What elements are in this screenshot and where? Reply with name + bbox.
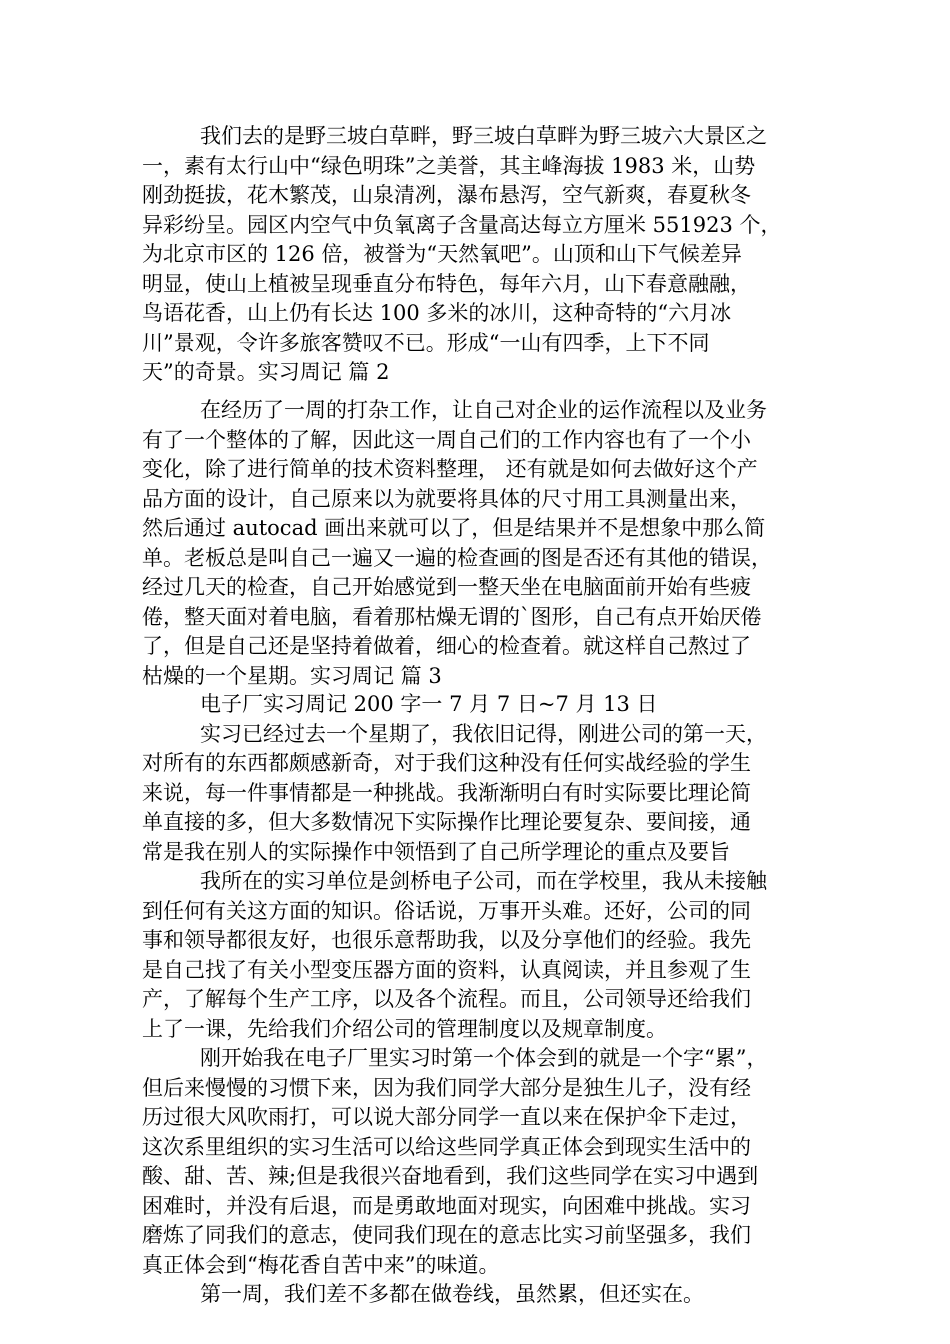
text-line: 来说，每一件事情都是一种挑战。我渐渐明白有时实际要比理论简 xyxy=(142,780,751,805)
text-line: 实习已经过去一个星期了，我依旧记得，刚进公司的第一天， xyxy=(200,721,767,746)
text-line: 上了一课，先给我们介绍公司的管理制度以及规章制度。 xyxy=(142,1016,667,1041)
section-1-paragraph xyxy=(142,122,822,388)
text-line: 真正体会到“梅花香自苦中来”的味道。 xyxy=(142,1252,500,1277)
text-line: 品方面的设计，自己原来以为就要将具体的尺寸用工具测量出来， xyxy=(142,486,751,511)
paragraph-2 xyxy=(142,867,822,1044)
text-line: 困难时，并没有后退，而是勇敢地面对现实，向困难中挑战。实习 xyxy=(142,1193,751,1218)
section-heading: 电子厂实习周记 200 字一 7 月 7 日~7 月 13 日 xyxy=(200,692,658,716)
text-line: 川”景观，令许多旅客赞叹不已。形成“一山有四季，上下不同 xyxy=(142,330,710,355)
text-line: 刚开始我在电子厂里实习时第一个体会到的就是一个字“累”， xyxy=(200,1046,768,1070)
text-line: 我所在的实习单位是剑桥电子公司，而在学校里，我从未接触 xyxy=(200,869,767,893)
text-line: 了，但是自己还是坚持着做着，细心的检查着。就这样自己熬过了 xyxy=(142,634,751,658)
text-line: 刚劲挺拔，花木繁茂，山泉清冽，瀑布悬泻，空气新爽，春夏秋冬 xyxy=(142,183,751,207)
text-line: 为北京市区的 126 倍，被誉为“天然氧吧”。山顶和山下气候差异 xyxy=(142,242,742,266)
text-line: 是自己找了有关小型变压器方面的资料，认真阅读，并且参观了生 xyxy=(142,957,751,982)
text-line: 变化，除了进行简单的技术资料整理， 还有就是如何去做好这个产 xyxy=(142,457,758,481)
text-line: 然后通过 autocad 画出来就可以了，但是结果并不是想象中那么简 xyxy=(142,516,766,540)
text-line: 常是我在别人的实际操作中领悟到了自己所学理论的重点及要旨 xyxy=(142,839,730,864)
text-line: 酸、甜、苦、辣;但是我很兴奋地看到，我们这些同学在实习中遇到 xyxy=(142,1164,759,1188)
text-line: 鸟语花香，山上仍有长达 100 多米的冰川，这种奇特的“六月冰 xyxy=(142,301,732,325)
text-line: 这次系里组织的实习生活可以给这些同学真正体会到现实生活中的 xyxy=(142,1134,751,1159)
text-line: 历过很大风吹雨打，可以说大部分同学一直以来在保护伞下走过， xyxy=(142,1105,751,1129)
paragraph-4 xyxy=(142,1280,822,1310)
text-line: 到任何有关这方面的知识。俗话说，万事开头难。还好，公司的同 xyxy=(142,898,751,923)
text-line: 事和领导都很友好，也很乐意帮助我，以及分享他们的经验。我先 xyxy=(142,928,751,952)
paragraph-3 xyxy=(142,1044,822,1280)
text-line: 倦，整天面对着电脑，看着那枯燥无谓的`图形，自己有点开始厌倦 xyxy=(142,604,762,629)
text-line: 第一周，我们差不多都在做卷线，虽然累，但还实在。 xyxy=(200,1282,704,1306)
text-line: 一，素有太行山中“绿色明珠”之美誉，其主峰海拔 1983 米，山势 xyxy=(142,153,756,178)
text-line: 磨炼了同我们的意志，使同我们现在的意志比实习前坚强多，我们 xyxy=(142,1223,751,1247)
section-3 xyxy=(142,690,822,1310)
section-2-paragraph xyxy=(142,396,822,691)
text-line: 明显，使山上植被呈现垂直分布特色，每年六月，山下春意融融， xyxy=(142,271,751,296)
text-line: 单直接的多，但大多数情况下实际操作比理论要复杂、要间接，通 xyxy=(142,810,751,834)
text-line: 枯燥的一个星期。实习周记 篇 3 xyxy=(142,663,442,688)
text-line: 单。老板总是叫自己一遍又一遍的检查画的图是否还有其他的错误， xyxy=(142,545,772,570)
text-line: 天”的奇景。实习周记 篇 2 xyxy=(142,360,390,384)
text-line: 对所有的东西都颇感新奇，对于我们这种没有任何实战经验的学生 xyxy=(142,751,751,775)
paragraph-1 xyxy=(142,720,822,868)
text-line: 异彩纷呈。园区内空气中负氧离子含量高达每立方厘米 551923 个， xyxy=(142,212,782,237)
text-line: 我们去的是野三坡白草畔，野三坡白草畔为野三坡六大景区之 xyxy=(200,124,767,148)
text-line: 经过几天的检查，自己开始感觉到一整天坐在电脑面前开始有些疲 xyxy=(142,575,751,599)
text-line: 但后来慢慢的习惯下来，因为我们同学大部分是独生儿子，没有经 xyxy=(142,1075,751,1100)
text-line: 在经历了一周的打杂工作，让自己对企业的运作流程以及业务 xyxy=(200,398,767,422)
text-line: 有了一个整体的了解，因此这一周自己们的工作内容也有了一个小 xyxy=(142,427,751,452)
text-line: 产，了解每个生产工序，以及各个流程。而且，公司领导还给我们 xyxy=(142,987,751,1011)
